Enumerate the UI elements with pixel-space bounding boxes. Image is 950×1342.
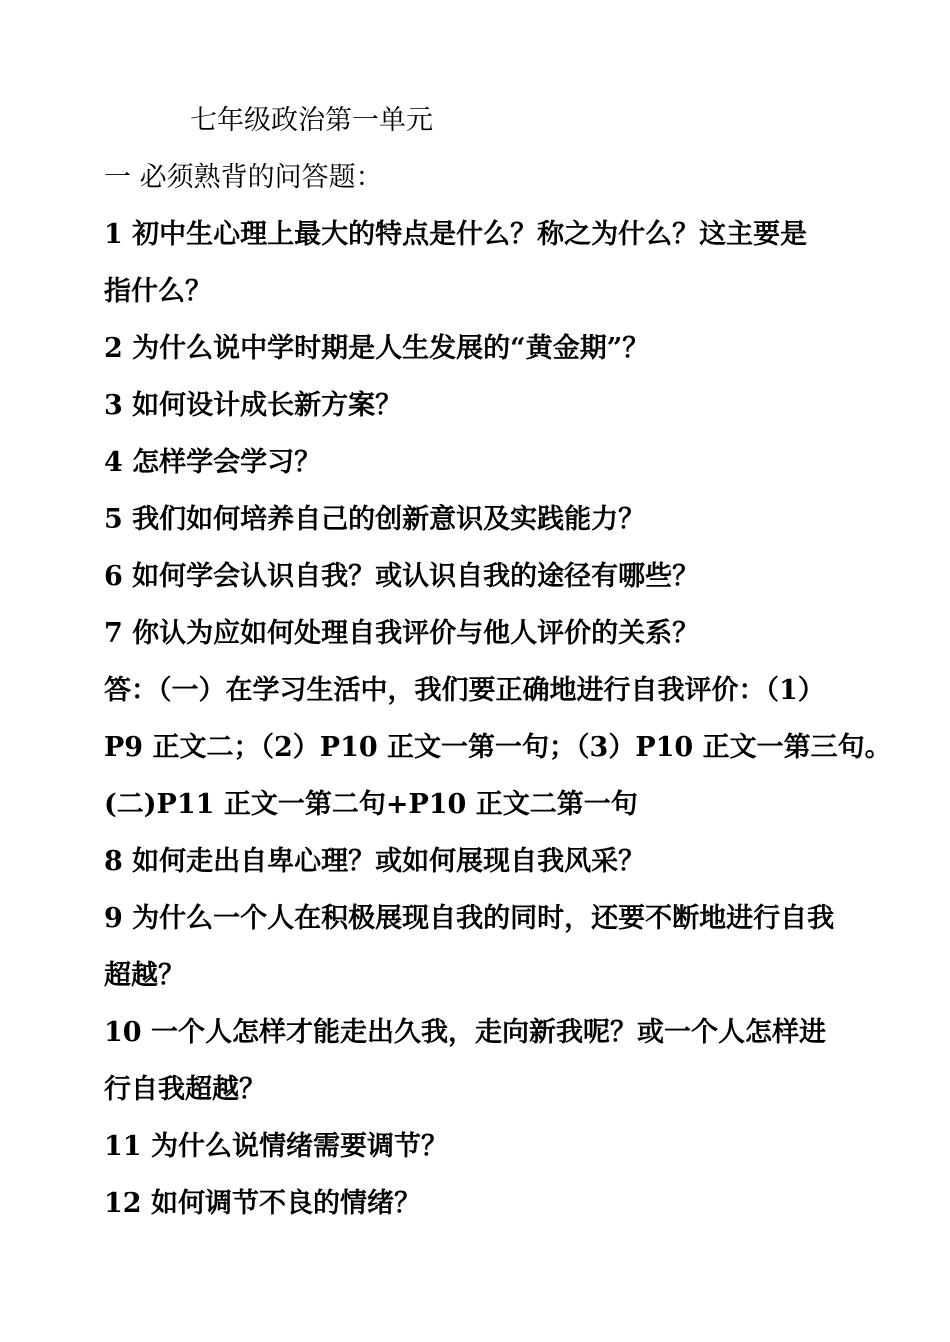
question-6: 6 如何学会认识自我？或认识自我的途径有哪些？: [104, 561, 700, 592]
question-11: 11 为什么说情绪需要调节？: [104, 1131, 448, 1162]
question-1-line-1: 1 初中生心理上最大的特点是什么？称之为什么？这主要是: [104, 219, 808, 250]
question-12: 12 如何调节不良的情绪？: [104, 1188, 421, 1219]
question-10-line-2: 行自我超越？: [104, 1074, 266, 1105]
answer-7-line-1: 答：（一）在学习生活中，我们要正确地进行自我评价：（1）: [104, 675, 825, 706]
question-3: 3 如何设计成长新方案？: [104, 390, 403, 421]
document-title: 七年级政治第一单元: [190, 105, 433, 136]
question-7: 7 你认为应如何处理自我评价与他人评价的关系？: [104, 618, 700, 649]
question-5: 5 我们如何培养自己的创新意识及实践能力？: [104, 504, 646, 535]
question-10-line-1: 10 一个人怎样才能走出久我，走向新我呢？或一个人怎样进: [104, 1017, 826, 1048]
document-page: [104, 92, 892, 1232]
question-9-line-1: 9 为什么一个人在积极展现自我的同时，还要不断地进行自我: [104, 903, 835, 934]
question-9-line-2: 超越？: [104, 960, 185, 991]
question-4: 4 怎样学会学习？: [104, 447, 322, 478]
question-1-line-2: 指什么？: [104, 276, 212, 307]
answer-7-line-2: P9 正文二；（2）P10 正文一第一句；（3）P10 正文一第三句。: [104, 732, 892, 763]
question-2: 2 为什么说中学时期是人生发展的“黄金期”？: [104, 333, 650, 364]
question-8: 8 如何走出自卑心理？或如何展现自我风采？: [104, 846, 646, 877]
section-heading: 一 必须熟背的问答题：: [104, 162, 383, 193]
answer-7-line-3: (二)P11 正文一第二句+P10 正文二第一句: [104, 789, 638, 820]
